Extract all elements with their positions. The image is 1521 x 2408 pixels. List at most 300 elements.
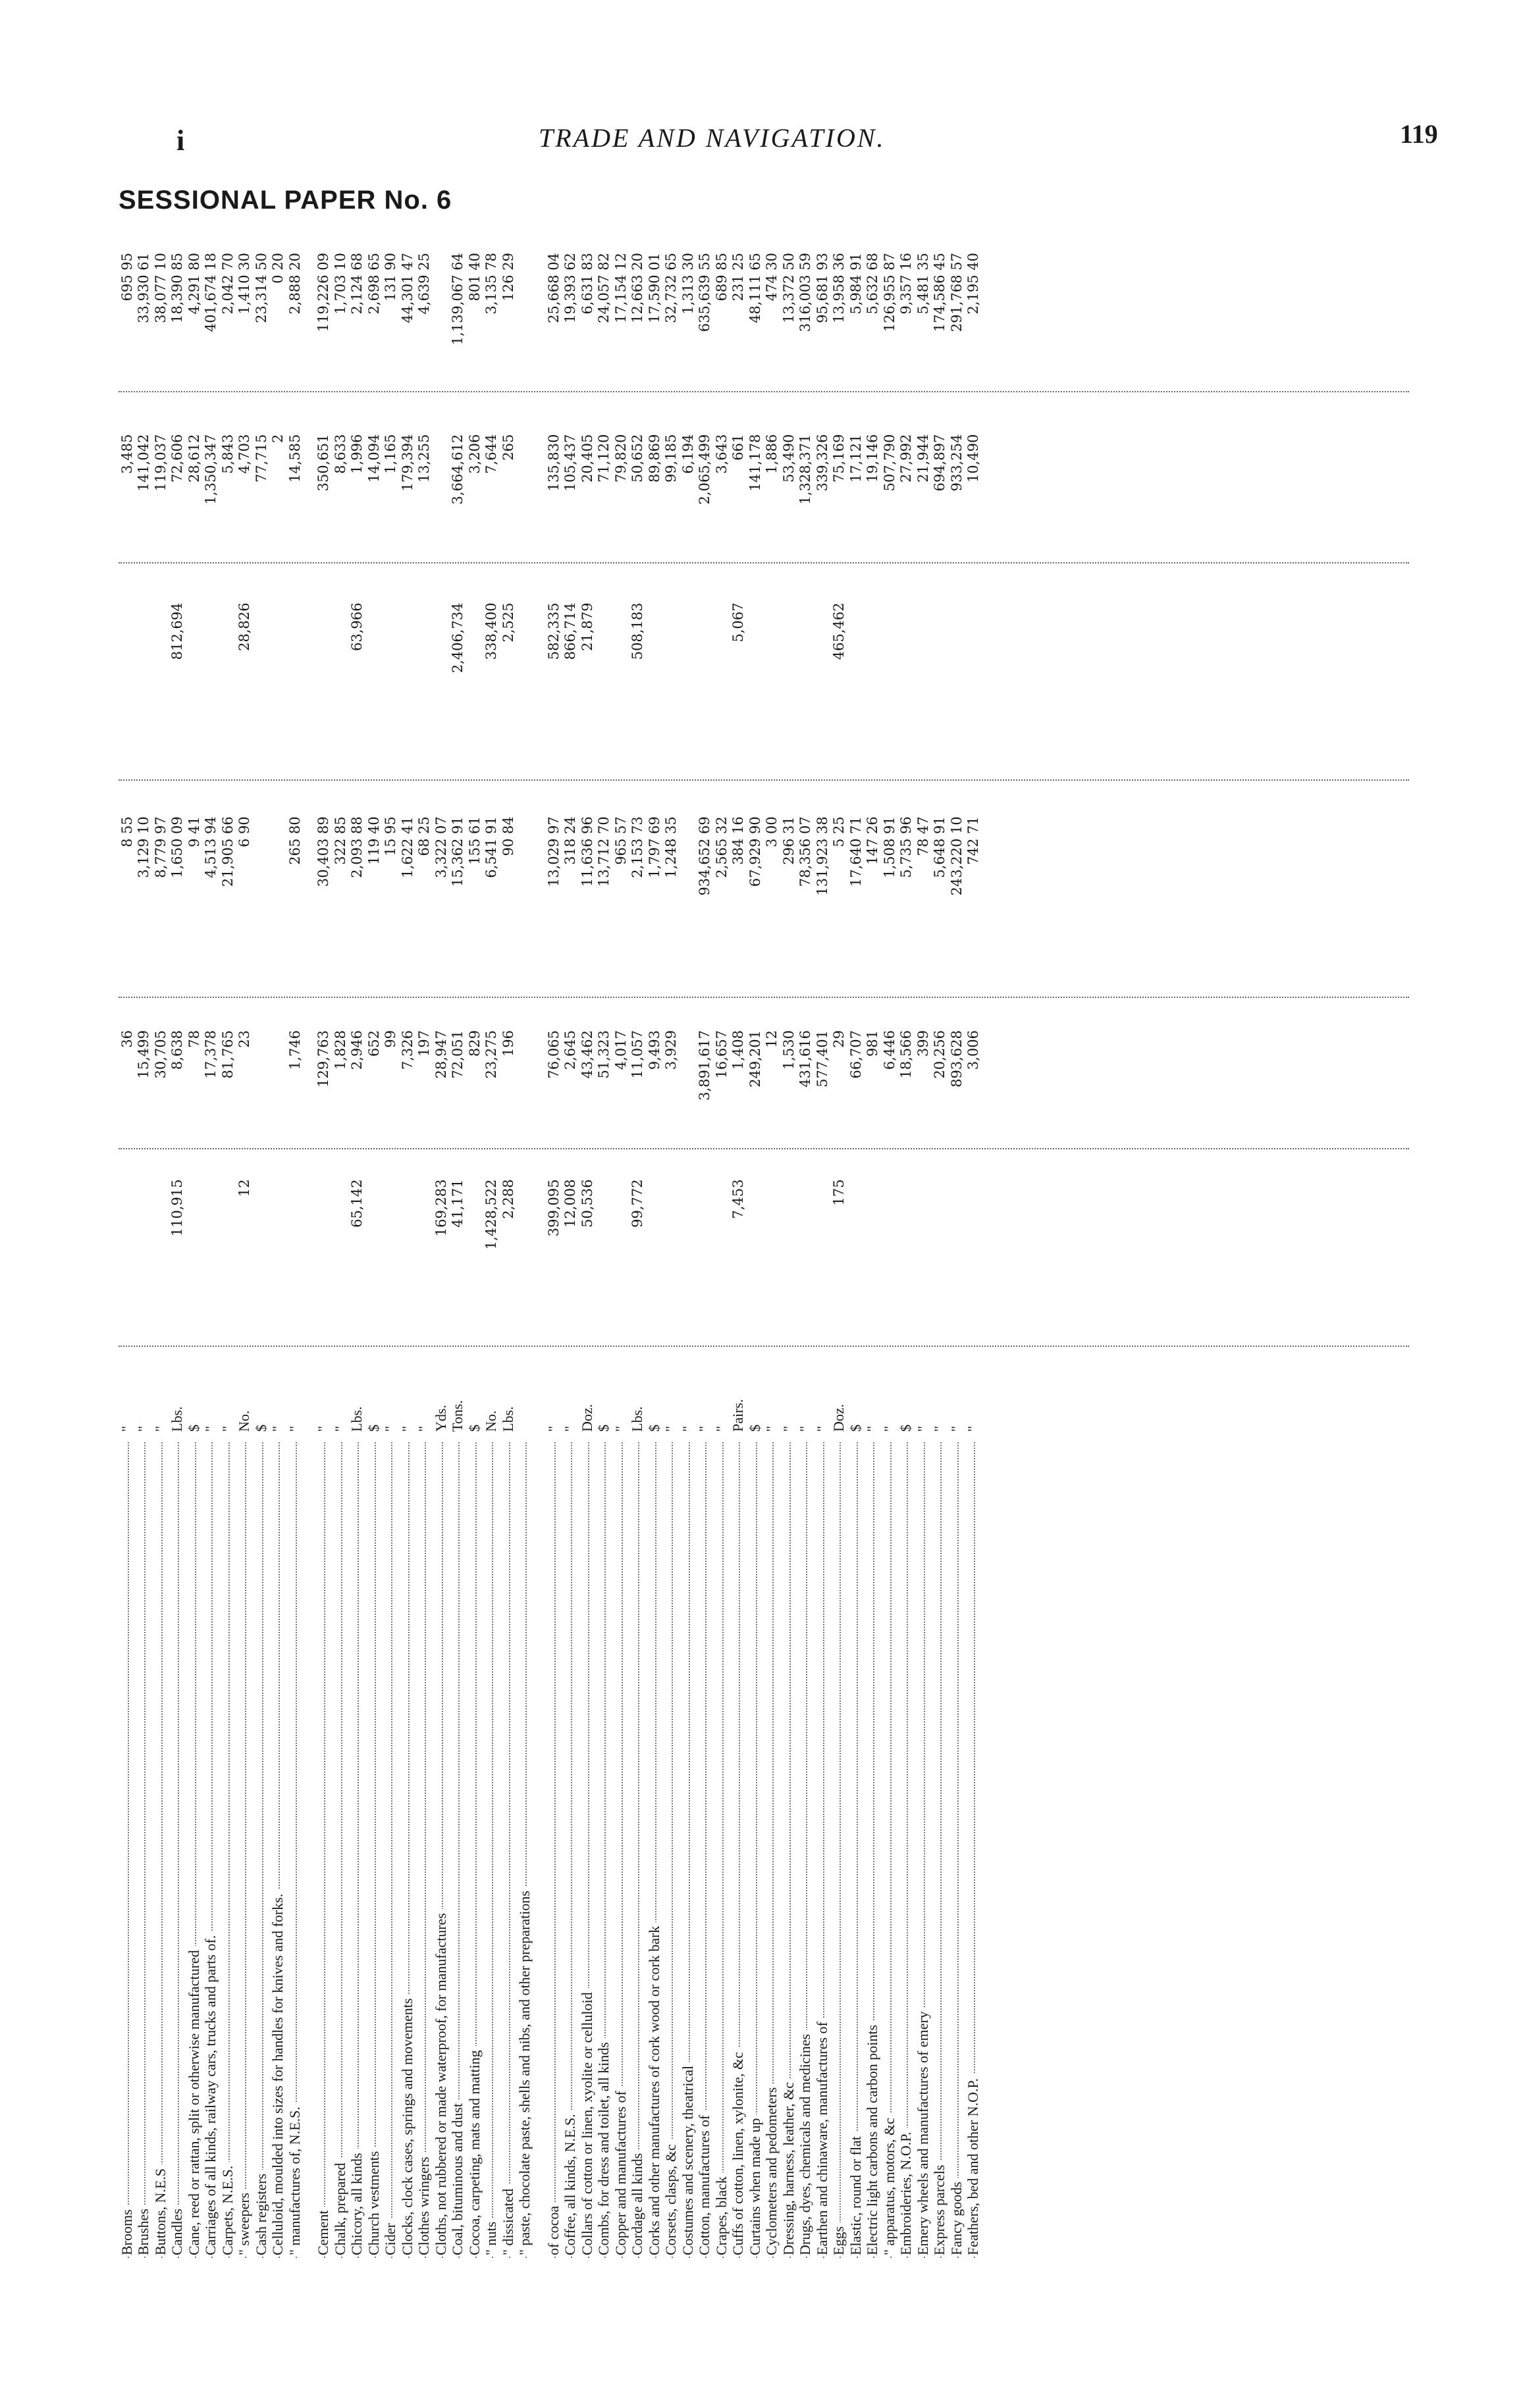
article-label: Cordage all kinds <box>629 2149 645 2255</box>
article-cell <box>500 1436 517 2258</box>
article-cell <box>399 1436 416 2258</box>
duty-cell: 1,622 41 <box>399 816 415 878</box>
quantity-cell: 465,462 <box>831 602 847 660</box>
article-cell <box>948 1436 965 2258</box>
value-cell: 51,323 <box>596 1030 612 1079</box>
value-cell: 89,869 <box>646 434 662 483</box>
column-separator <box>119 1346 1409 1347</box>
article-label: " paste, chocolate paste, shells and nibs, and other preparations <box>516 1887 533 2255</box>
article-cell <box>253 1436 270 2258</box>
unit-cell: Lbs. <box>499 1406 516 1432</box>
article-cell <box>545 1436 562 2258</box>
duty-cell: 11,636 96 <box>579 816 595 887</box>
table-row <box>932 244 949 2258</box>
duty-cell: 30,403 89 <box>315 816 332 887</box>
table-row <box>186 244 203 2258</box>
unit-cell: " <box>712 1426 730 1432</box>
value-cell: 3,206 <box>466 434 483 474</box>
article-cell <box>365 1436 383 2258</box>
table-row <box>948 244 965 2258</box>
duty-cell: 126,955 87 <box>881 252 897 332</box>
quantity-cell: 812,694 <box>169 602 186 660</box>
duty-cell: 1,797 69 <box>646 816 662 878</box>
duty-cell: 243,220 10 <box>948 816 965 896</box>
table-row <box>270 244 287 2258</box>
value-cell: 5,843 <box>219 434 236 474</box>
unit-cell: " <box>286 1426 303 1432</box>
article-label: Eggs <box>830 2222 847 2255</box>
value-cell: 99,185 <box>663 434 680 483</box>
duty-cell: 5,735 96 <box>898 816 915 878</box>
quantity-cell: 28,826 <box>236 602 253 651</box>
value-cell: 2,065,499 <box>697 434 713 505</box>
article-cell <box>763 1436 780 2258</box>
unit-cell: " <box>780 1426 797 1432</box>
value-cell: 76,065 <box>545 1030 562 1079</box>
duty-cell: 318 24 <box>562 816 579 865</box>
duty-cell: 635,639 55 <box>697 252 713 332</box>
article-label: Cyclometers and pedometers <box>763 2083 780 2255</box>
table-row <box>315 244 333 2258</box>
value-cell: 43,462 <box>579 1030 595 1079</box>
article-cell <box>135 1436 152 2258</box>
table-row <box>517 244 534 2258</box>
unit-cell: " <box>202 1426 219 1432</box>
article-label: Copper and manufactures of <box>612 2087 629 2255</box>
article-label: Cane, reed or rattan, split or otherwise manufactured <box>186 1946 202 2255</box>
article-label: " apparatus, motors, &c <box>881 2114 897 2255</box>
article-label: of cocoa <box>545 2202 562 2255</box>
value-cell: 981 <box>865 1030 881 1057</box>
article-cell <box>483 1436 500 2258</box>
value-cell: 9,493 <box>646 1030 662 1070</box>
value-cell: 3,485 <box>119 434 135 474</box>
duty-cell: 68 25 <box>416 816 433 856</box>
table-row <box>286 244 304 2258</box>
unit-cell: " <box>151 1426 169 1432</box>
value-cell: 1,350,347 <box>203 434 219 505</box>
unit-cell: Yds. <box>432 1405 449 1432</box>
table-row <box>814 244 831 2258</box>
quantity-cell: 110,915 <box>169 1179 186 1237</box>
duty-cell: 147 26 <box>865 816 881 865</box>
value-cell: 829 <box>466 1030 483 1057</box>
article-label: Cloths, not rubbered or made waterproof, for manufactures <box>433 1909 449 2255</box>
article-cell <box>579 1436 596 2258</box>
duty-cell: 90 84 <box>500 816 516 856</box>
value-cell: 20,405 <box>579 434 595 483</box>
duty-cell: 2,195 40 <box>965 252 982 315</box>
value-cell: 399 <box>915 1030 931 1057</box>
table-row <box>646 244 663 2258</box>
value-cell: 28,947 <box>433 1030 449 1079</box>
value-cell: 71,120 <box>596 434 612 483</box>
table-row <box>881 244 898 2258</box>
unit-cell: " <box>562 1426 579 1432</box>
quantity-cell: 7,453 <box>730 1179 747 1219</box>
sessional-paper-label: SESSIONAL PAPER No. 6 <box>119 186 452 215</box>
article-label: Emery wheels and manufactures of emery <box>915 2007 931 2255</box>
value-cell: 105,437 <box>562 434 579 492</box>
quantity-cell: 175 <box>831 1179 847 1206</box>
duty-cell: 3,129 10 <box>136 816 152 878</box>
value-cell: 652 <box>365 1030 382 1057</box>
value-cell: 6,446 <box>881 1030 897 1070</box>
rotated-table <box>119 244 1409 2258</box>
article-label: " dissicated <box>500 2185 516 2255</box>
duty-cell: 296 31 <box>780 816 797 865</box>
table-row <box>253 244 270 2258</box>
article-cell <box>814 1436 831 2258</box>
article-label: Candles <box>169 2205 185 2255</box>
column-separator <box>119 1148 1409 1149</box>
article-label: Cotton, manufactures of <box>696 2111 712 2255</box>
duty-cell: 2,124 68 <box>349 252 365 315</box>
unit-cell: " <box>545 1426 562 1432</box>
article-cell <box>646 1436 663 2258</box>
duty-cell: 5 25 <box>831 816 847 848</box>
value-cell: 18,566 <box>898 1030 915 1079</box>
duty-cell: 2,565 32 <box>713 816 730 878</box>
duty-cell: 13,958 36 <box>831 252 847 323</box>
unit-cell: " <box>679 1426 696 1432</box>
value-cell: 265 <box>500 434 516 461</box>
article-label: Express parcels <box>931 2161 947 2255</box>
duty-cell: 24,057 82 <box>596 252 612 323</box>
unit-cell: $ <box>746 1424 763 1432</box>
article-label: Coffee, all kinds, N.E.S. <box>562 2110 578 2255</box>
value-cell: 3,643 <box>713 434 730 474</box>
table-row <box>203 244 220 2258</box>
article-cell <box>415 1436 433 2258</box>
value-cell: 141,178 <box>747 434 763 492</box>
value-cell: 1,886 <box>764 434 780 474</box>
duty-cell: 4,513 94 <box>203 816 219 878</box>
value-cell: 2 <box>270 434 286 443</box>
duty-cell: 17,590 01 <box>646 252 662 323</box>
value-cell: 50,652 <box>629 434 646 483</box>
quantity-cell: 508,183 <box>629 602 646 660</box>
unit-cell: Pairs. <box>730 1399 747 1432</box>
duty-cell: 8,779 97 <box>152 816 169 878</box>
value-cell: 197 <box>416 1030 433 1057</box>
value-cell: 20,256 <box>932 1030 948 1079</box>
quantity-cell: 63,966 <box>349 602 365 651</box>
value-cell: 1,996 <box>349 434 365 474</box>
unit-cell: " <box>398 1426 415 1432</box>
page-number: 119 <box>1400 119 1438 149</box>
value-cell: 72,051 <box>450 1030 466 1079</box>
duty-cell: 44,301 47 <box>399 252 415 323</box>
duty-cell: 4,639 25 <box>416 252 433 315</box>
article-label: Costumes and scenery, theatrical <box>680 2062 696 2255</box>
unit-cell: " <box>219 1426 236 1432</box>
duty-cell: 1,508 91 <box>881 816 897 878</box>
quantity-cell: 5,067 <box>730 602 747 642</box>
unit-cell: " <box>965 1426 982 1432</box>
value-cell: 29 <box>831 1030 847 1048</box>
article-label: Combs, for dress and toilet, all kinds <box>595 2038 612 2255</box>
duty-cell: 4,291 80 <box>186 252 202 315</box>
duty-cell: 131,923 38 <box>814 816 830 896</box>
table-row <box>612 244 629 2258</box>
unit-cell: Lbs. <box>629 1406 646 1432</box>
value-cell: 23,275 <box>483 1030 500 1079</box>
value-cell: 129,763 <box>315 1030 332 1087</box>
value-cell: 507,790 <box>881 434 897 492</box>
value-cell: 1,828 <box>332 1030 348 1070</box>
quantity-cell: 399,095 <box>545 1179 562 1237</box>
table-row <box>797 244 814 2258</box>
unit-cell: $ <box>466 1424 483 1432</box>
quantity-cell: 1,428,522 <box>483 1179 500 1250</box>
article-cell <box>797 1436 814 2258</box>
article-label: " nuts <box>483 2218 499 2255</box>
value-cell: 72,606 <box>169 434 186 483</box>
table-body <box>119 244 982 2258</box>
table-row <box>847 244 865 2258</box>
value-cell: 79,820 <box>612 434 629 483</box>
article-label: Curtains when made up <box>747 2114 763 2255</box>
value-cell: 14,094 <box>365 434 382 483</box>
duty-cell: 3,322 07 <box>433 816 449 878</box>
duty-cell: 119,226 09 <box>315 252 332 332</box>
unit-cell: " <box>662 1426 680 1432</box>
table-row <box>697 244 714 2258</box>
table-row <box>596 244 613 2258</box>
value-cell: 249,201 <box>747 1030 763 1087</box>
value-cell: 17,378 <box>203 1030 219 1079</box>
quantity-cell: 50,536 <box>579 1179 595 1228</box>
table-row <box>136 244 153 2258</box>
quantity-cell: 41,171 <box>450 1179 466 1228</box>
duty-cell: 9,357 16 <box>898 252 915 315</box>
article-cell <box>449 1436 466 2258</box>
value-cell: 179,394 <box>399 434 415 492</box>
table-row <box>562 244 579 2258</box>
article-cell <box>315 1436 332 2258</box>
value-cell: 2,946 <box>349 1030 365 1070</box>
duty-cell: 67,929 90 <box>747 816 763 887</box>
table-row <box>713 244 730 2258</box>
duty-cell: 13,372 50 <box>780 252 797 323</box>
value-cell: 135,830 <box>545 434 562 492</box>
page-header-left: i <box>176 124 185 157</box>
duty-cell: 316,003 59 <box>797 252 814 332</box>
article-cell <box>897 1436 915 2258</box>
table-row <box>915 244 932 2258</box>
article-label: Clothes wringers <box>415 2153 432 2255</box>
article-label: Chicory, all kinds <box>348 2149 365 2255</box>
article-cell <box>516 1436 533 2258</box>
duty-cell: 934,652 69 <box>697 816 713 896</box>
unit-cell: " <box>135 1426 152 1432</box>
duty-cell: 174,586 45 <box>932 252 948 332</box>
article-label: Corsets, clasps, &c <box>662 2140 679 2255</box>
unit-cell: $ <box>847 1424 864 1432</box>
article-cell <box>662 1436 680 2258</box>
duty-cell: 2,093 88 <box>349 816 365 878</box>
value-cell: 933,254 <box>948 434 965 492</box>
article-cell <box>931 1436 948 2258</box>
article-label: Brooms <box>119 2205 135 2255</box>
duty-cell: 6,631 83 <box>579 252 595 315</box>
duty-cell: 23,314 50 <box>253 252 269 323</box>
unit-cell: " <box>947 1426 965 1432</box>
value-cell: 1,530 <box>780 1030 797 1070</box>
article-cell <box>433 1436 450 2258</box>
quantity-cell: 65,142 <box>349 1179 365 1228</box>
value-cell: 17,121 <box>847 434 864 483</box>
article-cell <box>562 1436 579 2258</box>
article-cell <box>202 1436 219 2258</box>
article-cell <box>348 1436 365 2258</box>
table-row <box>236 244 254 2258</box>
table-row <box>383 244 400 2258</box>
duty-cell: 9 41 <box>186 816 202 848</box>
value-cell: 30,705 <box>152 1030 169 1079</box>
duty-cell: 48,111 65 <box>747 252 763 323</box>
article-label: Drugs, dyes, chemicals and medicines <box>797 2030 813 2255</box>
quantity-cell: 866,714 <box>562 602 579 660</box>
unit-cell: " <box>813 1426 830 1432</box>
value-cell: 66,707 <box>847 1030 864 1079</box>
table-row <box>483 244 500 2258</box>
article-cell <box>152 1436 169 2258</box>
article-label: Buttons, N.E.S <box>152 2164 169 2255</box>
table-row <box>629 244 647 2258</box>
duty-cell: 13,712 70 <box>596 816 612 887</box>
duty-cell: 12,663 20 <box>629 252 646 323</box>
duty-cell: 474 30 <box>764 252 780 301</box>
unit-cell: Tons. <box>449 1400 466 1432</box>
value-cell: 19,146 <box>865 434 881 483</box>
article-label: Carpets, N.E.S. <box>219 2162 236 2255</box>
unit-cell: $ <box>185 1424 202 1432</box>
table-row <box>730 244 747 2258</box>
value-cell: 6,194 <box>680 434 696 474</box>
article-cell <box>466 1436 483 2258</box>
duty-cell: 126 29 <box>500 252 516 301</box>
value-cell: 8,638 <box>169 1030 186 1070</box>
article-cell <box>965 1436 982 2258</box>
duty-cell: 1,248 35 <box>663 816 680 878</box>
article-cell <box>219 1436 236 2258</box>
duty-cell: 8 55 <box>119 816 135 848</box>
quantity-cell: 2,525 <box>500 602 516 642</box>
table-row <box>965 244 982 2258</box>
article-cell <box>780 1436 797 2258</box>
article-label: Fancy goods <box>948 2178 965 2255</box>
article-cell <box>629 1436 646 2258</box>
value-cell: 53,490 <box>780 434 797 483</box>
value-cell: 577,401 <box>814 1030 830 1087</box>
article-label: Electric light carbons and carbon points <box>864 2021 880 2255</box>
value-cell: 893,628 <box>948 1030 965 1087</box>
duty-cell: 95,681 93 <box>814 252 830 323</box>
value-cell: 196 <box>500 1030 516 1057</box>
duty-cell: 801 40 <box>466 252 483 301</box>
table-row <box>169 244 186 2258</box>
duty-cell: 1,139,067 64 <box>450 252 466 346</box>
value-cell: 11,057 <box>629 1030 646 1079</box>
value-cell: 99 <box>383 1030 399 1048</box>
duty-cell: 1,650 09 <box>169 816 186 878</box>
unit-cell: $ <box>897 1424 915 1432</box>
quantity-cell: 12,008 <box>562 1179 579 1228</box>
quantity-cell: 21,879 <box>579 602 595 651</box>
table-row <box>545 244 562 2258</box>
table-row <box>579 244 596 2258</box>
article-cell <box>332 1436 349 2258</box>
duty-cell: 2,153 73 <box>629 816 646 878</box>
article-cell <box>186 1436 203 2258</box>
value-cell: 694,897 <box>932 434 948 492</box>
value-cell: 14,585 <box>286 434 303 483</box>
unit-cell: " <box>763 1426 780 1432</box>
duty-cell: 401,674 18 <box>203 252 219 332</box>
article-label: Carriages of all kinds, railway cars, trucks and parts of. <box>202 1931 219 2255</box>
value-cell: 2,645 <box>562 1030 579 1070</box>
duty-cell: 17,640 71 <box>847 816 864 887</box>
duty-cell: 2,698 65 <box>365 252 382 315</box>
table-row <box>764 244 781 2258</box>
article-label: Cement <box>315 2207 331 2255</box>
unit-cell: $ <box>645 1424 662 1432</box>
column-separator <box>119 779 1409 781</box>
duty-cell: 19,393 62 <box>562 252 579 323</box>
duty-cell: 18,390 85 <box>169 252 186 323</box>
duty-cell: 1,313 30 <box>680 252 696 315</box>
unit-cell: " <box>315 1426 332 1432</box>
article-label: Corks and other manufactures of cork wood or cork bark <box>646 1922 662 2255</box>
value-cell: 4,017 <box>612 1030 629 1070</box>
duty-cell: 1,703 10 <box>332 252 348 315</box>
article-cell <box>747 1436 764 2258</box>
duty-cell: 965 57 <box>612 816 629 865</box>
duty-cell: 25,668 04 <box>545 252 562 323</box>
article-label: Dressing, harness, leather, &c <box>780 2078 797 2255</box>
table-row <box>152 244 169 2258</box>
unit-cell: " <box>382 1426 399 1432</box>
duty-cell: 689 85 <box>713 252 730 301</box>
duty-cell: 6,541 91 <box>483 816 500 878</box>
unit-cell: Lbs. <box>169 1406 186 1432</box>
duty-cell: 5,632 68 <box>865 252 881 315</box>
value-cell: 23 <box>236 1030 253 1048</box>
table-row <box>865 244 882 2258</box>
unit-cell: " <box>612 1426 629 1432</box>
duty-cell: 1,410 30 <box>236 252 253 315</box>
value-cell: 4,703 <box>236 434 253 474</box>
article-cell <box>730 1436 747 2258</box>
table-row <box>450 244 467 2258</box>
article-label: Cider <box>382 2219 398 2255</box>
article-cell <box>119 1436 136 2258</box>
duty-cell: 384 16 <box>730 816 747 865</box>
quantity-cell: 582,335 <box>545 602 562 660</box>
duty-cell: 78 47 <box>915 816 931 856</box>
duty-cell: 742 71 <box>965 816 982 865</box>
article-label: Embroideries, N.O.P. <box>897 2128 914 2255</box>
unit-cell: " <box>880 1426 897 1432</box>
table-row <box>747 244 764 2258</box>
unit-cell: Lbs. <box>348 1406 365 1432</box>
value-cell: 21,944 <box>915 434 931 483</box>
article-cell <box>847 1436 865 2258</box>
value-cell: 81,765 <box>219 1030 236 1079</box>
duty-cell: 38,077 10 <box>152 252 169 323</box>
